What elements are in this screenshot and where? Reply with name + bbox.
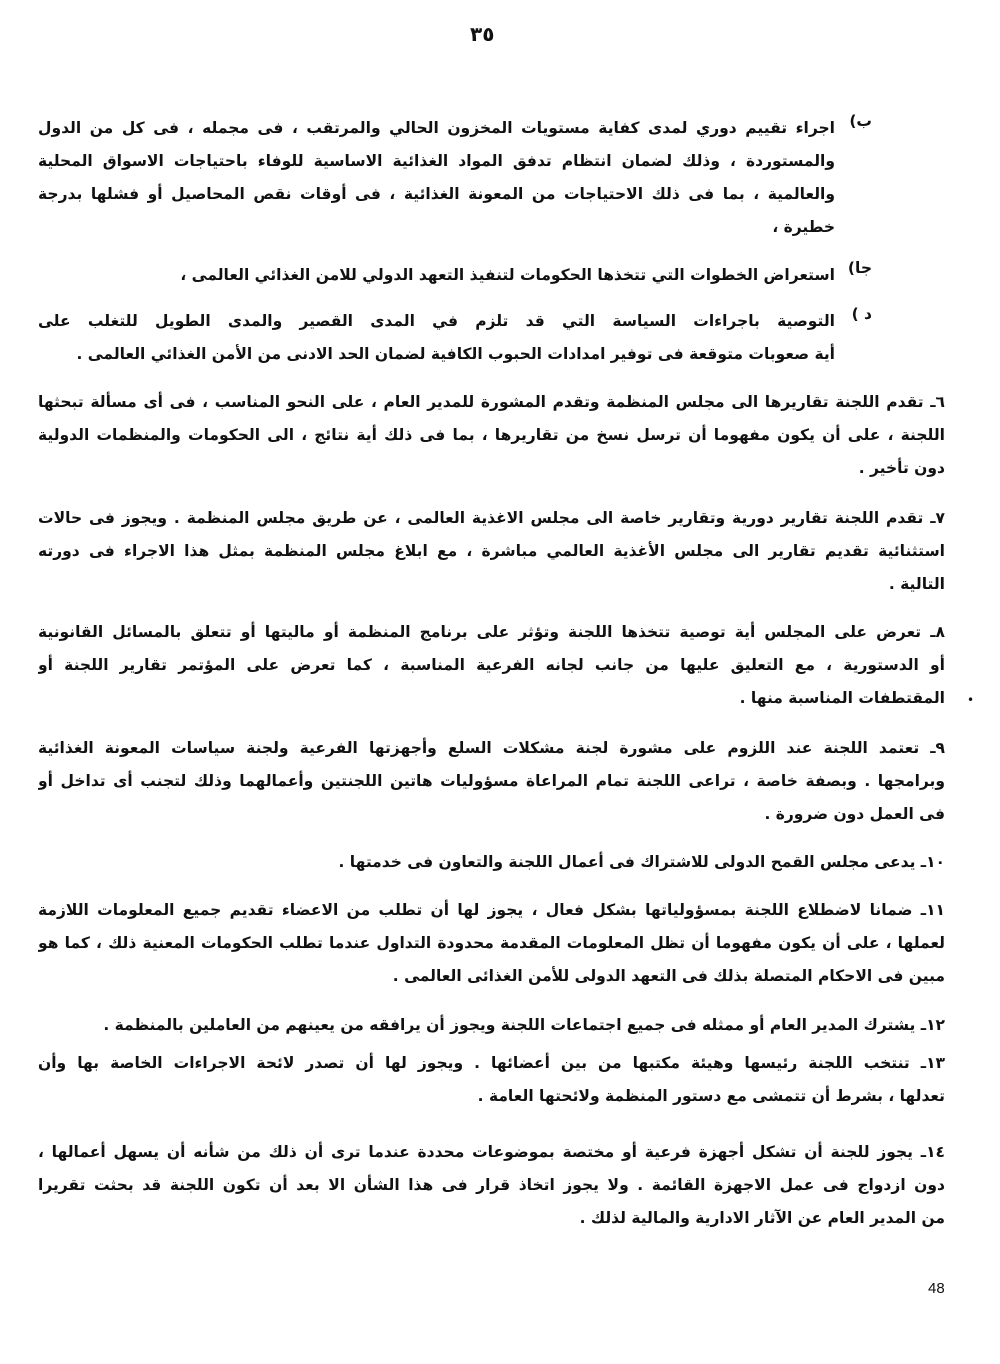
paragraph-7 [38,502,945,601]
text-line: أو الدستورية ، مع التعليق عليها من جانب لجانه الفرعية المناسبة ، كما تعرض على المؤتمر تقارير اللجنة أو [38,656,945,674]
text-line: دون ازدواج فى عمل الاجهزة القائمة . ولا يجوز اتخاذ قرار فى هذا الشأن الا بعد أن تكون اللجنة قد بحثت تقريرا [38,1176,945,1194]
text-line: ٧ـ تقدم اللجنة تقارير دورية وتقارير خاصة الى مجلس الاغذية العالمى ، عن طريق مجلس المنظمة . ويجوز فى حالات [38,509,945,527]
text-line: ٨ـ تعرض على المجلس أية توصية تتخذها اللجنة وتؤثر على برنامج المنظمة أو ماليتها أو تتعلق بالمسائل القانونية [38,623,945,641]
page-number: ٣٥ [470,22,495,46]
text-line: ١٣ـ تنتخب اللجنة رئيسها وهيئة مكتبها من بين أعضائها . ويجوز لها أن تصدر لائحة الاجراءات الخاصة بها وأن [38,1054,945,1072]
footer-page-number: 48 [928,1280,945,1297]
text-line: التوصية باجراءات السياسة التي قد تلزم في المدى القصير والمدى الطويل للتغلب على [38,312,835,330]
text-line: خطيرة ، [772,218,835,236]
text-line: أية صعوبات متوقعة فى توفير امدادات الحبوب الكافية لضمان الحد الادنى من الأمن الغذائي العالمى . [76,345,835,363]
text-line: ١١ـ ضمانا لاضطلاع اللجنة بمسؤولياتها بشكل فعال ، يجوز لها أن تطلب من الاعضاء تقديم جميع المعلومات اللازمة [38,901,945,919]
paragraph-9 [38,732,945,831]
text-line: استعراض الخطوات التي تتخذها الحكومات لتنفيذ التعهد الدولي للامن الغذائي العالمى ، [180,266,835,284]
text-line: لعملها ، على أن يكون مفهوما أن تظل المعلومات المقدمة محدودة التداول عندما تطلب الحكومات المعنية ذلك ، كما هو [38,934,945,952]
paragraph-12 [38,1009,945,1042]
text-line: ١٢ـ يشترك المدير العام أو ممثله فى جميع اجتماعات اللجنة ويجوز أن يرافقه من يعينهم من العاملين بالمنظمة . [103,1016,945,1034]
margin-mark: • [967,693,975,707]
paragraph-14 [38,1136,945,1235]
text-line: دون تأخير . [858,459,945,477]
item-b [38,112,835,244]
text-line: والعالمية ، بما فى ذلك الاحتياجات من المعونة الغذائية ، فى أوقات نقص المحاصيل أو فشلها بدرجة [38,185,835,203]
paragraph-11 [38,894,945,993]
item-label-j: جا) [847,259,872,277]
text-line: المقتطفات المناسبة منها . [739,689,945,707]
text-line: من المدير العام عن الآثار الادارية والمالية لذلك . [579,1209,945,1227]
text-line: ١٠ـ يدعى مجلس القمح الدولى للاشتراك فى أعمال اللجنة والتعاون فى خدمتها . [338,853,945,871]
text-line: فى العمل دون ضرورة . [764,805,945,823]
text-line: والمستوردة ، وذلك لضمان انتظام تدفق المواد الغذائية الاساسية للوفاء باحتياجات الاسواق المحلية [38,152,835,170]
paragraph-13 [38,1047,945,1113]
paragraph-8 [38,616,945,715]
text-line: اجراء تقييم دوري لمدى كفاية مستويات المخزون الحالي والمرتقب ، فى مجمله ، فى كل من الدول [38,119,835,137]
text-line: التالية . [888,575,945,593]
item-label-b: ب) [849,112,872,130]
paragraph-10 [38,846,945,879]
item-d [38,305,835,371]
text-line: وبرامجها . وبصفة خاصة ، تراعى اللجنة تمام المراعاة مسؤوليات هاتين اللجنتين وأعمالهما وذلك لتجنب أى تداخل أو [38,772,945,790]
text-line: تعدلها ، بشرط أن تتمشى مع دستور المنظمة ولائحتها العامة . [477,1087,945,1105]
item-j [38,259,835,292]
item-label-d: د ) [851,305,872,323]
text-line: استثنائية تقديم تقارير الى مجلس الأغذية العالمي مباشرة ، مع ابلاغ مجلس المنظمة بمثل هذا الاجراء فى دورته [38,542,945,560]
text-line: ٩ـ تعتمد اللجنة عند اللزوم على مشورة لجنة مشكلات السلع وأجهزتها الفرعية ولجنة سياسات المعونة الغذائية [38,739,945,757]
text-line: ١٤ـ يجوز للجنة أن تشكل أجهزة فرعية أو مختصة بموضوعات محددة عندما ترى أن ذلك من شأنه أن يسهل أعمالها ، [38,1143,945,1161]
text-line: اللجنة ، على أن يكون مفهوما أن ترسل نسخ من تقاريرها ، بما فى ذلك أية نتائج ، الى الحكومات والمنظمات الدولية [38,426,945,444]
paragraph-6 [38,386,945,485]
text-line: مبين فى الاحكام المتصلة بذلك فى التعهد الدولى للأمن الغذائى العالمى . [392,967,945,985]
text-line: ٦ـ تقدم اللجنة تقاريرها الى مجلس المنظمة وتقدم المشورة للمدير العام ، على النحو المناسب ، فى أى مسألة تبحثها [38,393,945,411]
